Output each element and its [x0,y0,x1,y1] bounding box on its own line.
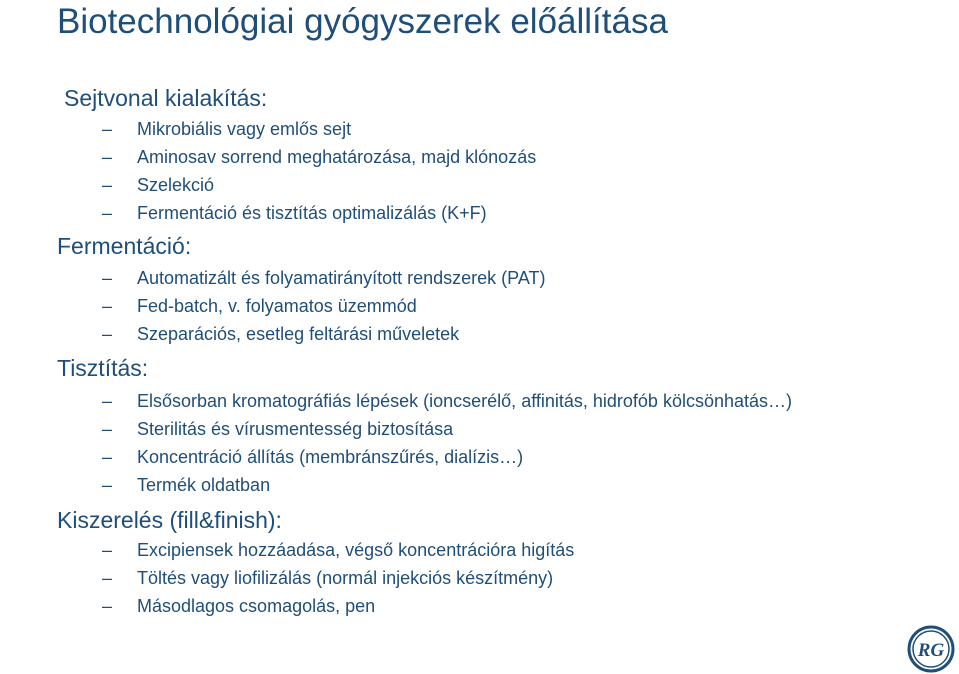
page-title: Biotechnológiai gyógyszerek előállítása [57,2,668,41]
section-heading: Kiszerelés (fill&finish): [57,507,282,533]
list-item-text: Töltés vagy liofilizálás (normál injekciós készítmény) [137,568,554,588]
dash-bullet: – [102,324,113,344]
section-heading: Sejtvonal kialakítás: [64,85,268,111]
section-heading: Tisztítás: [57,355,149,381]
list-item-text: Automatizált és folyamatirányított rendszerek (PAT) [137,268,546,288]
logo-text: RG [917,640,945,661]
list-item-text: Termék oldatban [137,475,271,495]
dash-bullet: – [102,268,113,288]
dash-bullet: – [102,568,113,588]
company-logo [907,625,955,673]
list-item-text: Mikrobiális vagy emlős sejt [137,119,352,139]
dash-bullet: – [102,596,113,616]
dash-bullet: – [102,147,113,167]
list-item-text: Fermentáció és tisztítás optimalizálás (K+F) [137,203,487,223]
dash-bullet: – [102,475,113,495]
dash-bullet: – [102,540,113,560]
list-item-text: Koncentráció állítás (membránszűrés, dialízis…) [137,447,524,467]
list-item-text: Másodlagos csomagolás, pen [137,596,376,616]
list-item-text: Szeparációs, esetleg feltárási műveletek [137,324,460,344]
dash-bullet: – [102,119,113,139]
dash-bullet: – [102,419,113,439]
list-item-text: Fed-batch, v. folyamatos üzemmód [137,296,417,316]
list-item-text: Aminosav sorrend meghatározása, majd klónozás [137,147,537,167]
dash-bullet: – [102,391,113,411]
section-heading: Fermentáció: [57,233,192,259]
dash-bullet: – [102,203,113,223]
list-item-text: Elsősorban kromatográfiás lépések (ioncserélő, affinitás, hidrofób kölcsönhatás…) [137,391,793,411]
dash-bullet: – [102,175,113,195]
list-item-text: Sterilitás és vírusmentesség biztosítása [137,419,454,439]
list-item-text: Szelekció [137,175,215,195]
list-item-text: Excipiensek hozzáadása, végső koncentrációra higítás [137,540,575,560]
logo-icon [907,625,955,673]
dash-bullet: – [102,447,113,467]
dash-bullet: – [102,296,113,316]
